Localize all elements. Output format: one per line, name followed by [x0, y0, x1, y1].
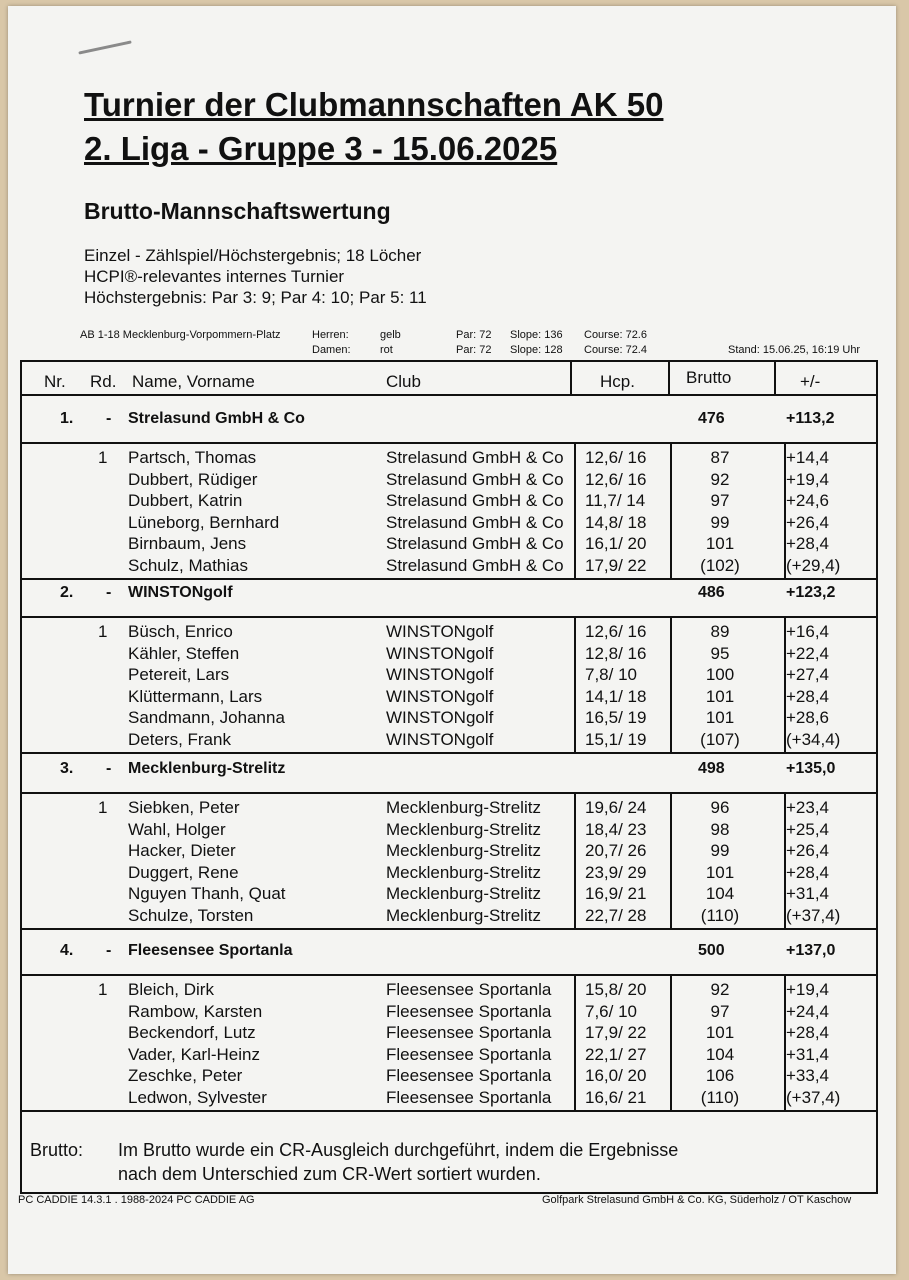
player-club: WINSTONgolf — [386, 686, 494, 706]
format-info: Einzel - Zählspiel/Höchstergebnis; 18 Löcher — [84, 246, 422, 265]
player-brutto: 101 — [705, 534, 735, 554]
player-name: Zeschke, Peter — [128, 1066, 243, 1086]
player-club: Strelasund GmbH & Co — [386, 512, 564, 532]
player-row — [22, 468, 876, 490]
player-brutto: 87 — [710, 448, 730, 467]
team-row — [22, 930, 876, 974]
player-club: Mecklenburg-Strelitz — [386, 906, 541, 925]
player-club: Fleesensee Sportanla — [386, 1044, 552, 1064]
player-name: Duggert, Rene — [128, 862, 239, 882]
player-brutto: 96 — [710, 798, 730, 817]
team-rank: 4. — [60, 942, 74, 959]
tournament-title: Turnier der Clubmannschaften AK 50 — [84, 86, 664, 123]
player-club: Fleesensee Sportanla — [386, 1001, 552, 1021]
player-diff: +28,4 — [786, 686, 830, 706]
player-club: Mecklenburg-Strelitz — [386, 819, 541, 839]
footnote-line1: Im Brutto wurde ein CR-Ausgleich durchgeführt, indem die Ergebnisse — [118, 1140, 679, 1160]
round-number: 1 — [98, 798, 108, 817]
player-brutto: 101 — [705, 686, 735, 706]
team-name: Mecklenburg-Strelitz — [128, 760, 286, 777]
player-club: WINSTONgolf — [386, 622, 494, 641]
player-brutto: 104 — [705, 884, 735, 904]
team-brutto: 476 — [698, 410, 725, 427]
player-brutto: 92 — [710, 980, 730, 999]
player-brutto: 106 — [705, 1066, 735, 1086]
player-brutto: 98 — [710, 819, 730, 839]
herren-label: Herren: — [312, 329, 349, 341]
player-diff: (+37,4) — [786, 1088, 841, 1107]
player-name: Birnbaum, Jens — [128, 534, 247, 554]
player-hcp: 23,9/ 29 — [585, 862, 647, 882]
player-brutto: 99 — [710, 841, 730, 861]
results-table — [20, 360, 878, 1194]
team-name: Strelasund GmbH & Co — [128, 410, 305, 427]
player-name: Deters, Frank — [128, 730, 231, 749]
player-row — [22, 796, 876, 818]
team-brutto: 498 — [698, 760, 725, 777]
herren-tee: gelb — [380, 329, 401, 341]
player-name: Schulze, Torsten — [128, 906, 254, 925]
player-brutto: 101 — [705, 708, 735, 728]
footnote-label: Brutto: — [30, 1140, 84, 1160]
player-club: Strelasund GmbH & Co — [386, 556, 564, 575]
player-diff: +28,4 — [786, 862, 830, 882]
player-brutto: 95 — [710, 643, 730, 663]
player-row — [22, 706, 876, 728]
herren-slope: Slope: 136 — [510, 329, 563, 341]
player-diff: +24,6 — [786, 491, 830, 511]
player-brutto: (110) — [700, 906, 740, 925]
team-diff: +135,0 — [786, 760, 836, 777]
player-name: Partsch, Thomas — [128, 448, 257, 467]
stand-timestamp: Stand: 15.06.25, 16:19 Uhr — [728, 344, 861, 356]
team-rank: 2. — [60, 584, 74, 601]
footnote-line2: nach dem Unterschied zum CR-Wert sortiert wurden. — [118, 1164, 541, 1184]
team-name: Fleesensee Sportanla — [128, 942, 293, 959]
player-brutto: 101 — [705, 862, 735, 882]
player-diff: +26,4 — [786, 512, 830, 532]
team-diff: +137,0 — [786, 942, 836, 959]
herren-par: Par: 72 — [456, 329, 492, 341]
player-row — [22, 728, 876, 750]
round-number: 1 — [98, 980, 108, 999]
player-club: WINSTONgolf — [386, 730, 494, 749]
player-diff: +27,4 — [786, 665, 830, 685]
player-brutto: 92 — [710, 469, 730, 489]
player-diff: (+37,4) — [786, 906, 841, 925]
player-diff: +28,4 — [786, 1023, 830, 1043]
player-club: Mecklenburg-Strelitz — [386, 841, 541, 861]
player-name: Siebken, Peter — [128, 798, 240, 817]
player-hcp: 16,5/ 19 — [585, 708, 647, 728]
player-club: Strelasund GmbH & Co — [386, 469, 564, 489]
player-diff: +19,4 — [786, 469, 830, 489]
player-diff: +28,6 — [786, 708, 830, 728]
player-club: Mecklenburg-Strelitz — [386, 798, 541, 817]
team-dash: - — [106, 584, 112, 601]
col-brutto: Brutto — [686, 368, 732, 387]
hcpi-info: HCPI®-relevantes internes Turnier — [84, 267, 345, 286]
player-name: Wahl, Holger — [128, 819, 226, 839]
player-row — [22, 1021, 876, 1043]
col-rd: Rd. — [90, 372, 117, 391]
player-name: Kähler, Steffen — [128, 643, 240, 663]
team-row — [22, 748, 876, 792]
player-hcp: 16,9/ 21 — [585, 884, 647, 904]
player-hcp: 19,6/ 24 — [585, 798, 647, 817]
damen-course: Course: 72.4 — [584, 344, 647, 356]
player-row — [22, 1000, 876, 1022]
player-brutto: 89 — [710, 622, 730, 641]
player-brutto: 100 — [705, 665, 735, 685]
player-row — [22, 620, 876, 642]
team-rule — [22, 974, 876, 976]
team-brutto: 486 — [698, 584, 725, 601]
header-divider — [570, 362, 572, 394]
player-club: WINSTONgolf — [386, 708, 494, 728]
header-divider — [668, 362, 670, 394]
player-name: Dubbert, Rüdiger — [128, 469, 258, 489]
player-hcp: 12,6/ 16 — [585, 469, 647, 489]
player-name: Hacker, Dieter — [128, 841, 236, 861]
player-hcp: 7,8/ 10 — [585, 665, 637, 685]
player-diff: +26,4 — [786, 841, 830, 861]
player-diff: +14,4 — [786, 448, 830, 467]
player-hcp: 14,8/ 18 — [585, 512, 647, 532]
player-diff: +24,4 — [786, 1001, 830, 1021]
player-name: Beckendorf, Lutz — [128, 1023, 256, 1043]
player-hcp: 22,7/ 28 — [585, 906, 647, 925]
col-nr: Nr. — [44, 372, 66, 391]
player-name: Nguyen Thanh, Quat — [128, 884, 286, 904]
software-credit: PC CADDIE 14.3.1 . 1988-2024 PC CADDIE AG — [18, 1194, 255, 1206]
player-club: Strelasund GmbH & Co — [386, 491, 564, 511]
player-club: Fleesensee Sportanla — [386, 1088, 552, 1107]
block-rule — [22, 1110, 876, 1112]
player-diff: +25,4 — [786, 819, 830, 839]
player-hcp: 17,9/ 22 — [585, 556, 647, 575]
tournament-league: 2. Liga - Gruppe 3 - 15.06.2025 — [84, 130, 558, 167]
player-row — [22, 446, 876, 468]
team-rule — [22, 792, 876, 794]
player-diff: +19,4 — [786, 980, 830, 999]
player-diff: +33,4 — [786, 1066, 830, 1086]
player-hcp: 17,9/ 22 — [585, 1023, 647, 1043]
player-diff: +31,4 — [786, 884, 830, 904]
player-name: Petereit, Lars — [128, 665, 230, 685]
player-hcp: 12,6/ 16 — [585, 448, 647, 467]
player-name: Ledwon, Sylvester — [128, 1088, 267, 1107]
player-name: Schulz, Mathias — [128, 556, 248, 575]
player-club: WINSTONgolf — [386, 643, 494, 663]
course-name: AB 1-18 Mecklenburg-Vorpommern-Platz — [80, 329, 281, 341]
player-name: Lüneborg, Bernhard — [128, 512, 280, 532]
player-hcp: 15,1/ 19 — [585, 730, 647, 749]
club-address: Golfpark Strelasund GmbH & Co. KG, Süderholz / OT Kaschow — [542, 1194, 852, 1206]
player-hcp: 12,8/ 16 — [585, 643, 647, 663]
player-club: WINSTONgolf — [386, 665, 494, 685]
player-diff: +22,4 — [786, 643, 830, 663]
player-brutto: 101 — [705, 1023, 735, 1043]
max-score-info: Höchstergebnis: Par 3: 9; Par 4: 10; Par 5: 11 — [84, 288, 427, 307]
header-rule — [22, 394, 876, 396]
player-name: Bleich, Dirk — [128, 980, 214, 999]
player-club: Mecklenburg-Strelitz — [386, 884, 541, 904]
player-club: Fleesensee Sportanla — [386, 1066, 552, 1086]
player-name: Büsch, Enrico — [128, 622, 233, 641]
player-diff: +23,4 — [786, 798, 830, 817]
player-diff: +16,4 — [786, 622, 830, 641]
team-dash: - — [106, 760, 112, 777]
col-name: Name, Vorname — [132, 372, 255, 391]
team-dash: - — [106, 942, 112, 959]
player-row — [22, 882, 876, 904]
player-row — [22, 861, 876, 883]
player-hcp: 18,4/ 23 — [585, 819, 647, 839]
col-hcp: Hcp. — [600, 372, 635, 391]
player-hcp: 16,6/ 21 — [585, 1088, 647, 1107]
player-brutto: 99 — [710, 512, 730, 532]
player-brutto: (107) — [700, 730, 740, 749]
player-diff: (+34,4) — [786, 730, 841, 749]
player-brutto: 97 — [710, 491, 730, 511]
player-row — [22, 1086, 876, 1108]
player-brutto: 97 — [710, 1001, 730, 1021]
player-row — [22, 1043, 876, 1065]
player-hcp: 15,8/ 20 — [585, 980, 647, 999]
player-row — [22, 818, 876, 840]
player-hcp: 16,0/ 20 — [585, 1066, 647, 1086]
player-hcp: 11,7/ 14 — [585, 491, 646, 511]
player-hcp: 14,1/ 18 — [585, 686, 647, 706]
player-row — [22, 642, 876, 664]
player-club: Strelasund GmbH & Co — [386, 534, 564, 554]
team-rank: 3. — [60, 760, 74, 777]
col-club: Club — [386, 372, 421, 391]
player-name: Rambow, Karsten — [128, 1001, 263, 1021]
team-rank: 1. — [60, 410, 74, 427]
player-row — [22, 663, 876, 685]
team-diff: +123,2 — [786, 584, 836, 601]
team-rule — [22, 442, 876, 444]
col-diff: +/- — [800, 372, 821, 391]
team-row — [22, 398, 876, 442]
staple — [78, 40, 131, 54]
player-brutto: (102) — [700, 556, 740, 575]
player-brutto: 104 — [705, 1044, 735, 1064]
player-hcp: 12,6/ 16 — [585, 622, 647, 641]
herren-course: Course: 72.6 — [584, 329, 647, 341]
team-row — [22, 572, 876, 616]
result-sheet — [8, 6, 896, 1274]
player-diff: (+29,4) — [786, 556, 841, 575]
damen-tee: rot — [380, 344, 393, 356]
player-club: Fleesensee Sportanla — [386, 980, 552, 999]
round-number: 1 — [98, 448, 108, 467]
round-number: 1 — [98, 622, 108, 641]
player-row — [22, 489, 876, 511]
player-club: Fleesensee Sportanla — [386, 1023, 552, 1043]
team-name: WINSTONgolf — [128, 584, 233, 601]
player-hcp: 20,7/ 26 — [585, 841, 647, 861]
team-brutto: 500 — [698, 942, 725, 959]
table-header — [22, 362, 876, 394]
player-row — [22, 904, 876, 926]
header-divider — [774, 362, 776, 394]
player-name: Sandmann, Johanna — [128, 708, 285, 728]
damen-par: Par: 72 — [456, 344, 492, 356]
player-hcp: 22,1/ 27 — [585, 1044, 647, 1064]
player-hcp: 7,6/ 10 — [585, 1001, 637, 1021]
team-diff: +113,2 — [786, 410, 835, 427]
player-row — [22, 532, 876, 554]
player-row — [22, 685, 876, 707]
damen-slope: Slope: 128 — [510, 344, 563, 356]
player-row — [22, 511, 876, 533]
team-rule — [22, 616, 876, 618]
player-row — [22, 839, 876, 861]
player-brutto: (110) — [700, 1088, 740, 1107]
team-dash: - — [106, 410, 112, 427]
player-name: Klüttermann, Lars — [128, 686, 263, 706]
player-club: Mecklenburg-Strelitz — [386, 862, 541, 882]
player-club: Strelasund GmbH & Co — [386, 448, 564, 467]
player-row — [22, 1064, 876, 1086]
player-hcp: 16,1/ 20 — [585, 534, 647, 554]
player-name: Vader, Karl-Heinz — [128, 1044, 260, 1064]
ranking-type: Brutto-Mannschaftswertung — [84, 198, 391, 224]
damen-label: Damen: — [312, 344, 351, 356]
player-row — [22, 978, 876, 1000]
player-diff: +31,4 — [786, 1044, 830, 1064]
player-name: Dubbert, Katrin — [128, 491, 243, 511]
player-diff: +28,4 — [786, 534, 830, 554]
